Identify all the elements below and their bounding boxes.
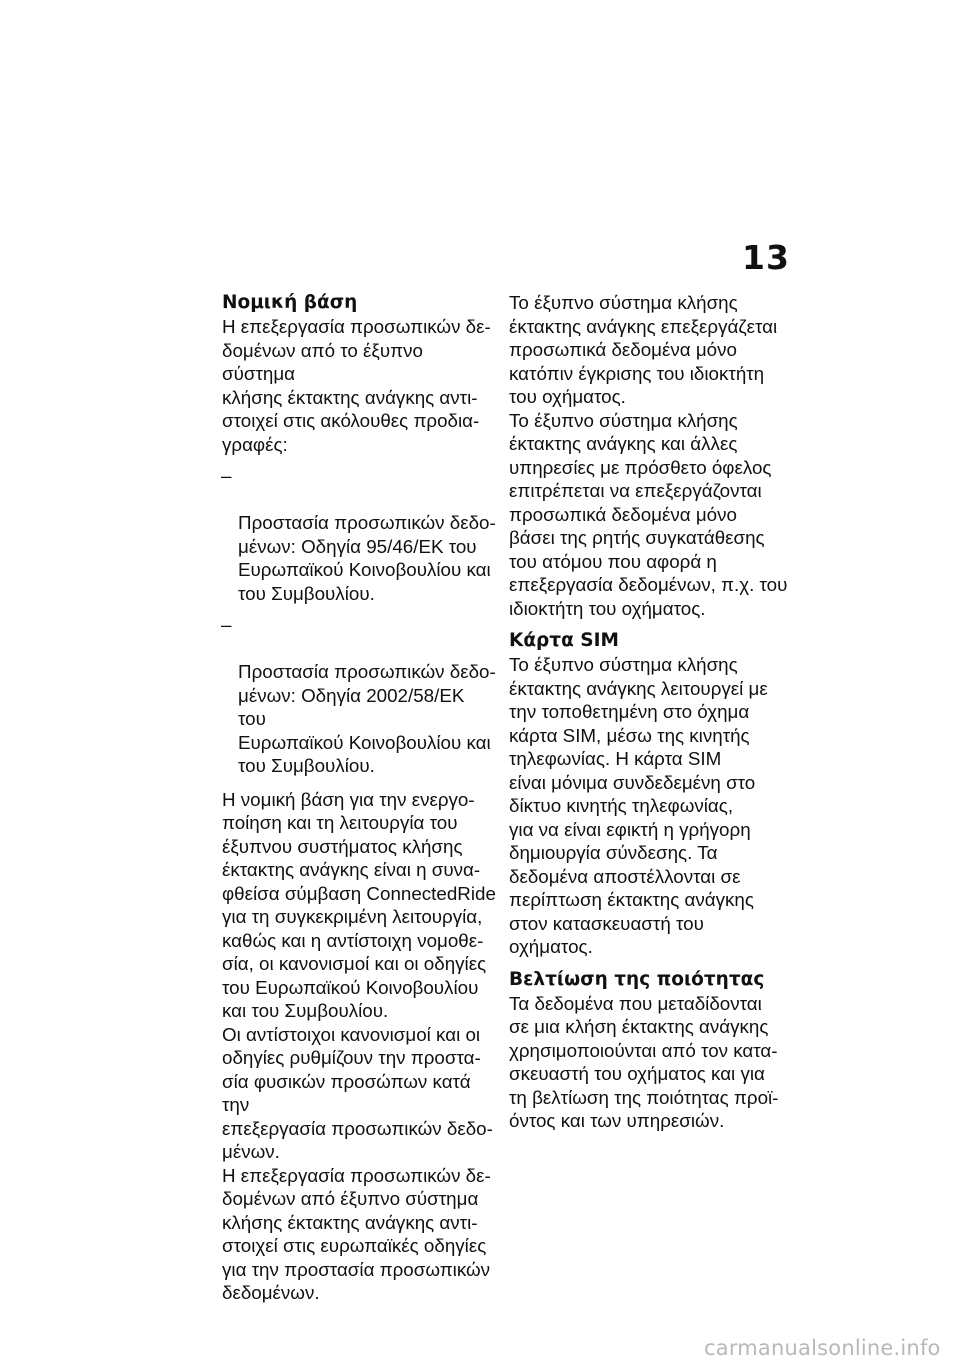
- left-column: [222, 291, 497, 1305]
- list-item: [222, 613, 497, 778]
- section-heading-sim-card: Κάρτα SIM: [509, 630, 619, 651]
- regulations-paragraph: Οι αντίστοιχοι κανονισμοί και οι οδηγίες ρυθμίζουν την προστα- σία φυσικών προσώπων κατά την επεξεργασία προσωπικών δεδο- μένων.: [222, 1023, 493, 1162]
- dash-bullet-icon: –: [221, 614, 232, 635]
- quality-paragraph: Τα δεδομένα που μεταδίδονται σε μια κλήση έκτακτης ανάγκης χρησιμοποιούνται από τον κατα- σκευαστή του οχήματος και για τη βελτίωση της ποιότητας προϊ- όντος και των υπηρεσιών.: [509, 992, 779, 1131]
- list-item: [222, 464, 497, 605]
- right-column: [509, 291, 788, 1133]
- watermark: carmanualsonline.info: [704, 1336, 941, 1360]
- legal-basis-paragraph: Η νομική βάση για την ενεργο- ποίηση και τη λειτουργία του έξυπνου συστήματος κλήσης έκτακτης ανάγκης είναι η συνα- φθείσα σύμβαση ConnectedRide για τη συγκεκριμένη λειτουργία, καθώς και η αντίστοιχη νομοθε- σία, οι κανονισμοί και οι οδηγίες του Ευρωπαϊκού Κοινοβουλίου και του Συμβουλίου.: [222, 788, 496, 1021]
- intro-paragraph: Η επεξεργασία προσωπικών δε- δομένων από το έξυπνο σύστημα κλήσης έκτακτης ανάγκης αντι- στοιχεί στις ακόλουθες προδια- γραφές:: [222, 316, 491, 455]
- directives-paragraph: Η επεξεργασία προσωπικών δε- δομένων από έξυπνο σύστημα κλήσης έκτακτης ανάγκης αντι- στοιχεί στις ευρωπαϊκές οδηγίες για την προστασία προσωπικών δεδομένων.: [222, 1164, 491, 1303]
- dash-bullet-icon: –: [221, 465, 232, 486]
- list-item-text: Προστασία προσωπικών δεδο- μένων: Οδηγία 95/46/ΕΚ του Ευρωπαϊκού Κοινοβουλίου και του Συμβουλίου.: [238, 512, 496, 604]
- sim-card-paragraph: Το έξυπνο σύστημα κλήσης έκτακτης ανάγκης λειτουργεί με την τοποθετημένη στο όχημα κάρτα SIM, μέσω της κινητής τηλεφωνίας. Η κάρτα SIM είναι μόνιμα συνδεδεμένη στο δίκτυο κινητής τηλεφωνίας, για να είναι εφικτή η γρήγορη δημιουργία σύνδεσης. Τα δεδομένα αποστέλλονται σε περίπτωση έκτακτης ανάγκης στον κατασκευαστή του οχήματος.: [509, 654, 768, 957]
- extra-services-paragraph: Το έξυπνο σύστημα κλήσης έκτακτης ανάγκης και άλλες υπηρεσίες με πρόσθετο όφελος επιτρέπεται να επεξεργάζονται προσωπικά δεδομένα μόνο βάσει της ρητής συγκατάθεσης του ατόμου που αφορά η επεξεργασία δεδομένων, π.χ. του ιδιοκτήτη του οχήματος.: [509, 409, 788, 619]
- section-heading-legal-basis: Νομική βάση: [222, 292, 358, 313]
- page-number: 13: [742, 238, 790, 277]
- consent-owner-paragraph: Το έξυπνο σύστημα κλήσης έκτακτης ανάγκης επεξεργάζεται προσωπικά δεδομένα μόνο κατόπιν έγκρισης του ιδιοκτήτη του οχήματος.: [509, 292, 778, 407]
- list-item-text: Προστασία προσωπικών δεδο- μένων: Οδηγία 2002/58/ΕΚ του Ευρωπαϊκού Κοινοβουλίου και του Συμβουλίου.: [238, 661, 496, 776]
- section-heading-quality: Βελτίωση της ποιότητας: [509, 968, 765, 990]
